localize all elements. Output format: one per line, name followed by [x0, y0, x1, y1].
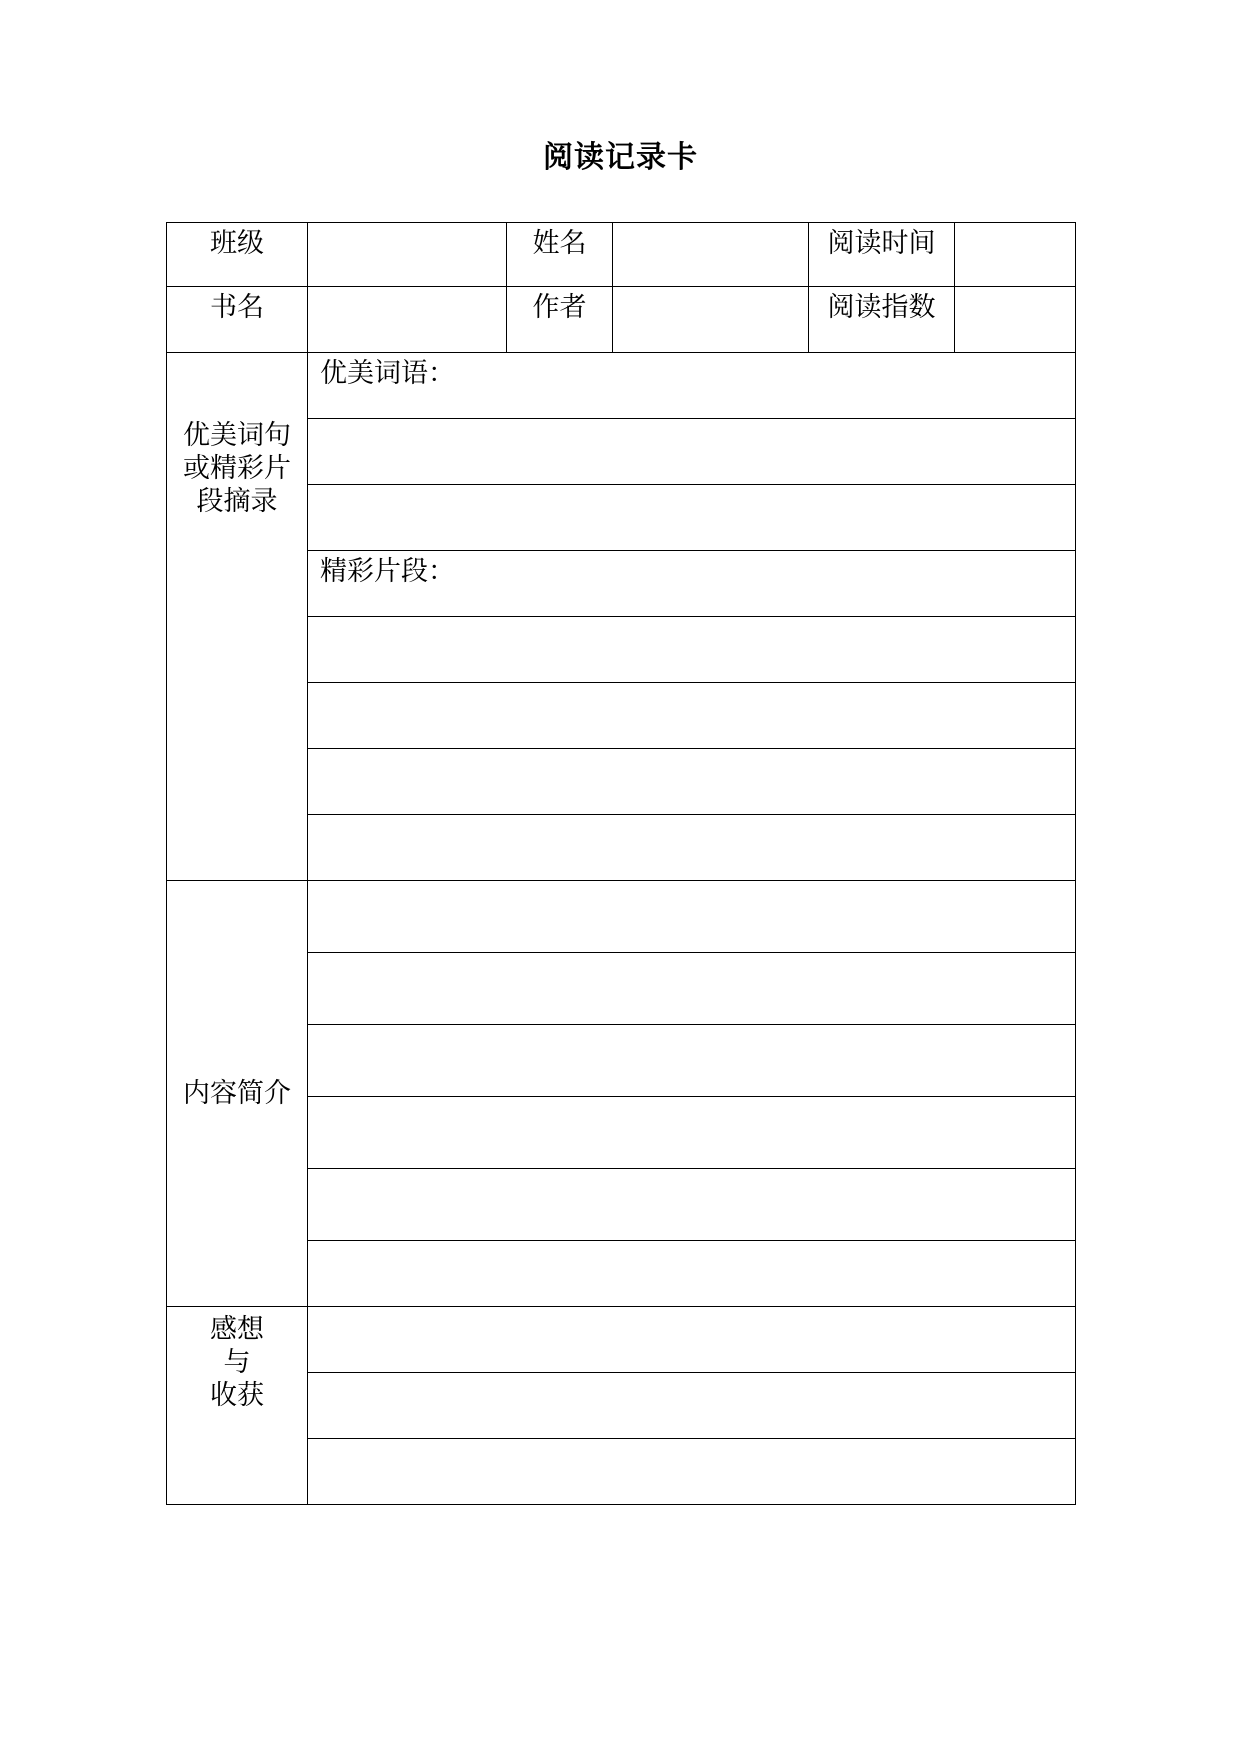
excerpt-row [167, 353, 1076, 419]
summary-row [167, 881, 1076, 953]
reading-index-label: 阅读指数 [809, 287, 955, 353]
summary-writing-line[interactable] [308, 881, 1076, 953]
book-title-field[interactable] [308, 287, 507, 353]
feedback-writing-line[interactable] [308, 1439, 1076, 1505]
name-field[interactable] [613, 223, 809, 287]
feedback-label-line: 感想 [210, 1314, 264, 1345]
excerpt-writing-line[interactable] [308, 683, 1076, 749]
book-title-label: 书名 [167, 287, 308, 353]
wonderful-passage-label: 精彩片段： [320, 556, 455, 587]
reading-index-field[interactable] [955, 287, 1076, 353]
info-row-1 [167, 223, 1076, 287]
excerpt-section-label [167, 353, 308, 881]
beautiful-words-line[interactable] [308, 353, 1076, 419]
wonderful-passage-line[interactable] [308, 551, 1076, 617]
info-row-2 [167, 287, 1076, 353]
summary-writing-line[interactable] [308, 1241, 1076, 1307]
summary-writing-line[interactable] [308, 953, 1076, 1025]
summary-writing-line[interactable] [308, 1097, 1076, 1169]
excerpt-writing-line[interactable] [308, 617, 1076, 683]
summary-writing-line[interactable] [308, 1025, 1076, 1097]
excerpt-label-line: 段摘录 [196, 486, 278, 517]
beautiful-words-label: 优美词语： [320, 358, 455, 389]
feedback-writing-line[interactable] [308, 1373, 1076, 1439]
name-label: 姓名 [507, 223, 613, 287]
feedback-label-line: 与 [223, 1347, 251, 1378]
excerpt-writing-line[interactable] [308, 749, 1076, 815]
summary-section-label: 内容简介 [167, 881, 308, 1307]
excerpt-label-line: 优美词句 [183, 420, 291, 451]
class-field[interactable] [308, 223, 507, 287]
summary-writing-line[interactable] [308, 1169, 1076, 1241]
reading-time-label: 阅读时间 [809, 223, 955, 287]
excerpt-label-line: 或精彩片 [183, 453, 291, 484]
reading-record-table [166, 222, 1076, 1505]
excerpt-writing-line[interactable] [308, 485, 1076, 551]
excerpt-writing-line[interactable] [308, 419, 1076, 485]
feedback-section-label [167, 1307, 308, 1505]
feedback-label-line: 收获 [210, 1380, 264, 1411]
class-label: 班级 [167, 223, 308, 287]
feedback-row [167, 1307, 1076, 1373]
page-title: 阅读记录卡 [543, 140, 698, 175]
reading-time-field[interactable] [955, 223, 1076, 287]
author-field[interactable] [613, 287, 809, 353]
excerpt-writing-line[interactable] [308, 815, 1076, 881]
feedback-writing-line[interactable] [308, 1307, 1076, 1373]
author-label: 作者 [507, 287, 613, 353]
